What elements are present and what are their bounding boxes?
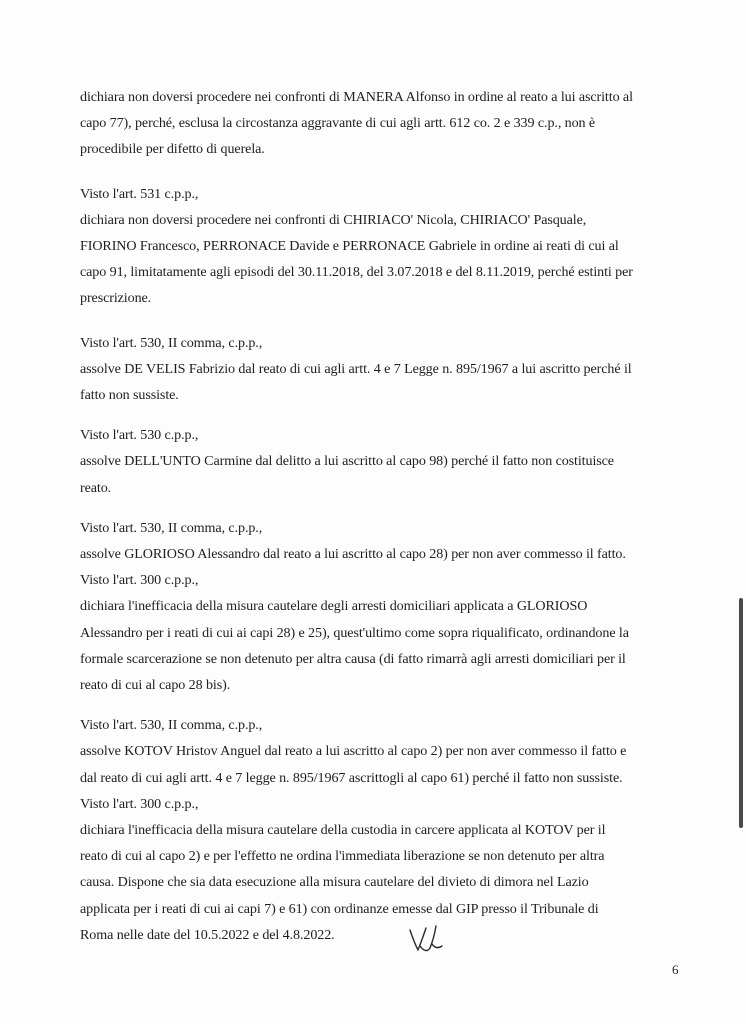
text-line: Visto l'art. 530, II comma, c.p.p.,: [80, 519, 263, 536]
text-line: reato.: [80, 479, 112, 496]
text-line: dichiara non doversi procedere nei confronti di MANERA Alfonso in ordine al reato a lui ascritto al: [80, 89, 633, 105]
text-line: dal reato di cui agli artt. 4 e 7 legge n. 895/1967 ascrittogli al capo 61) perché il fatto non sussiste.: [80, 769, 623, 786]
text-line: Visto l'art. 300 c.p.p.,: [80, 795, 199, 812]
paragraph-5: [80, 515, 680, 698]
text-line: Alessandro per i reati di cui ai capi 28) e 25), quest'ultimo come sopra riqualificato, ordinandone la: [80, 624, 629, 641]
text-line: capo 77), perché, esclusa la circostanza aggravante di cui agli artt. 612 co. 2 e 339 c.p., non è: [80, 115, 596, 132]
page-number: 6: [672, 962, 679, 977]
paragraph-4: [80, 422, 680, 501]
text-line: dichiara l'inefficacia della misura cautelare degli arresti domiciliari applicata a GLORIOSO: [80, 598, 588, 615]
paragraph-3: [80, 330, 680, 409]
text-line: Visto l'art. 530 c.p.p.,: [80, 427, 199, 444]
text-line: Roma nelle date del 10.5.2022 e del 4.8.2022.: [80, 926, 335, 943]
text-line: Visto l'art. 530, II comma, c.p.p.,: [80, 334, 263, 351]
text-line: reato di cui al capo 28 bis).: [80, 677, 231, 694]
paragraph-1: [80, 84, 680, 163]
paragraph-6: [80, 712, 680, 948]
paragraph-2: [80, 181, 680, 312]
text-line: formale scarcerazione se non detenuto per altra causa (di fatto rimarrà agli arresti domiciliari per il: [80, 650, 626, 667]
document-body: [80, 84, 680, 966]
handwritten-initials-signature: [406, 920, 446, 960]
text-line: FIORINO Francesco, PERRONACE Davide e PERRONACE Gabriele in ordine ai reati di cui al: [80, 238, 619, 255]
text-line: assolve GLORIOSO Alessandro dal reato a lui ascritto al capo 28) per non aver commesso il fatto.: [80, 546, 626, 563]
text-line: dichiara l'inefficacia della misura cautelare della custodia in carcere applicata al KOTOV per il: [80, 822, 606, 839]
text-line: assolve DELL'UNTO Carmine dal delitto a lui ascritto al capo 98) perché il fatto non costituisce: [80, 453, 614, 470]
text-line: capo 91, limitatamente agli episodi del 30.11.2018, del 3.07.2018 e del 8.11.2019, perché estinti per: [80, 264, 633, 281]
text-line: Visto l'art. 300 c.p.p.,: [80, 572, 199, 589]
text-line: procedibile per difetto di querela.: [80, 141, 265, 158]
text-line: dichiara non doversi procedere nei confronti di CHIRIACO' Nicola, CHIRIACO' Pasquale,: [80, 211, 587, 228]
text-line: reato di cui al capo 2) e per l'effetto ne ordina l'immediata liberazione se non detenuto per altra: [80, 848, 605, 865]
text-line: applicata per i reati di cui ai capi 7) e 61) con ordinanze emesse dal GIP presso il Tribunale di: [80, 900, 599, 917]
text-line: Visto l'art. 531 c.p.p.,: [80, 185, 199, 202]
text-line: fatto non sussiste.: [80, 387, 179, 404]
text-line: assolve DE VELIS Fabrizio dal reato di cui agli artt. 4 e 7 Legge n. 895/1967 a lui ascritto perché il: [80, 360, 632, 377]
scrollbar-thumb[interactable]: [739, 598, 743, 828]
text-line: prescrizione.: [80, 290, 152, 307]
text-line: causa. Dispone che sia data esecuzione alla misura cautelare del divieto di dimora nel Lazio: [80, 874, 589, 891]
text-line: Visto l'art. 530, II comma, c.p.p.,: [80, 717, 263, 734]
text-line: assolve KOTOV Hristov Anguel dal reato a lui ascritto al capo 2) per non aver commesso il fatto e: [80, 743, 627, 760]
